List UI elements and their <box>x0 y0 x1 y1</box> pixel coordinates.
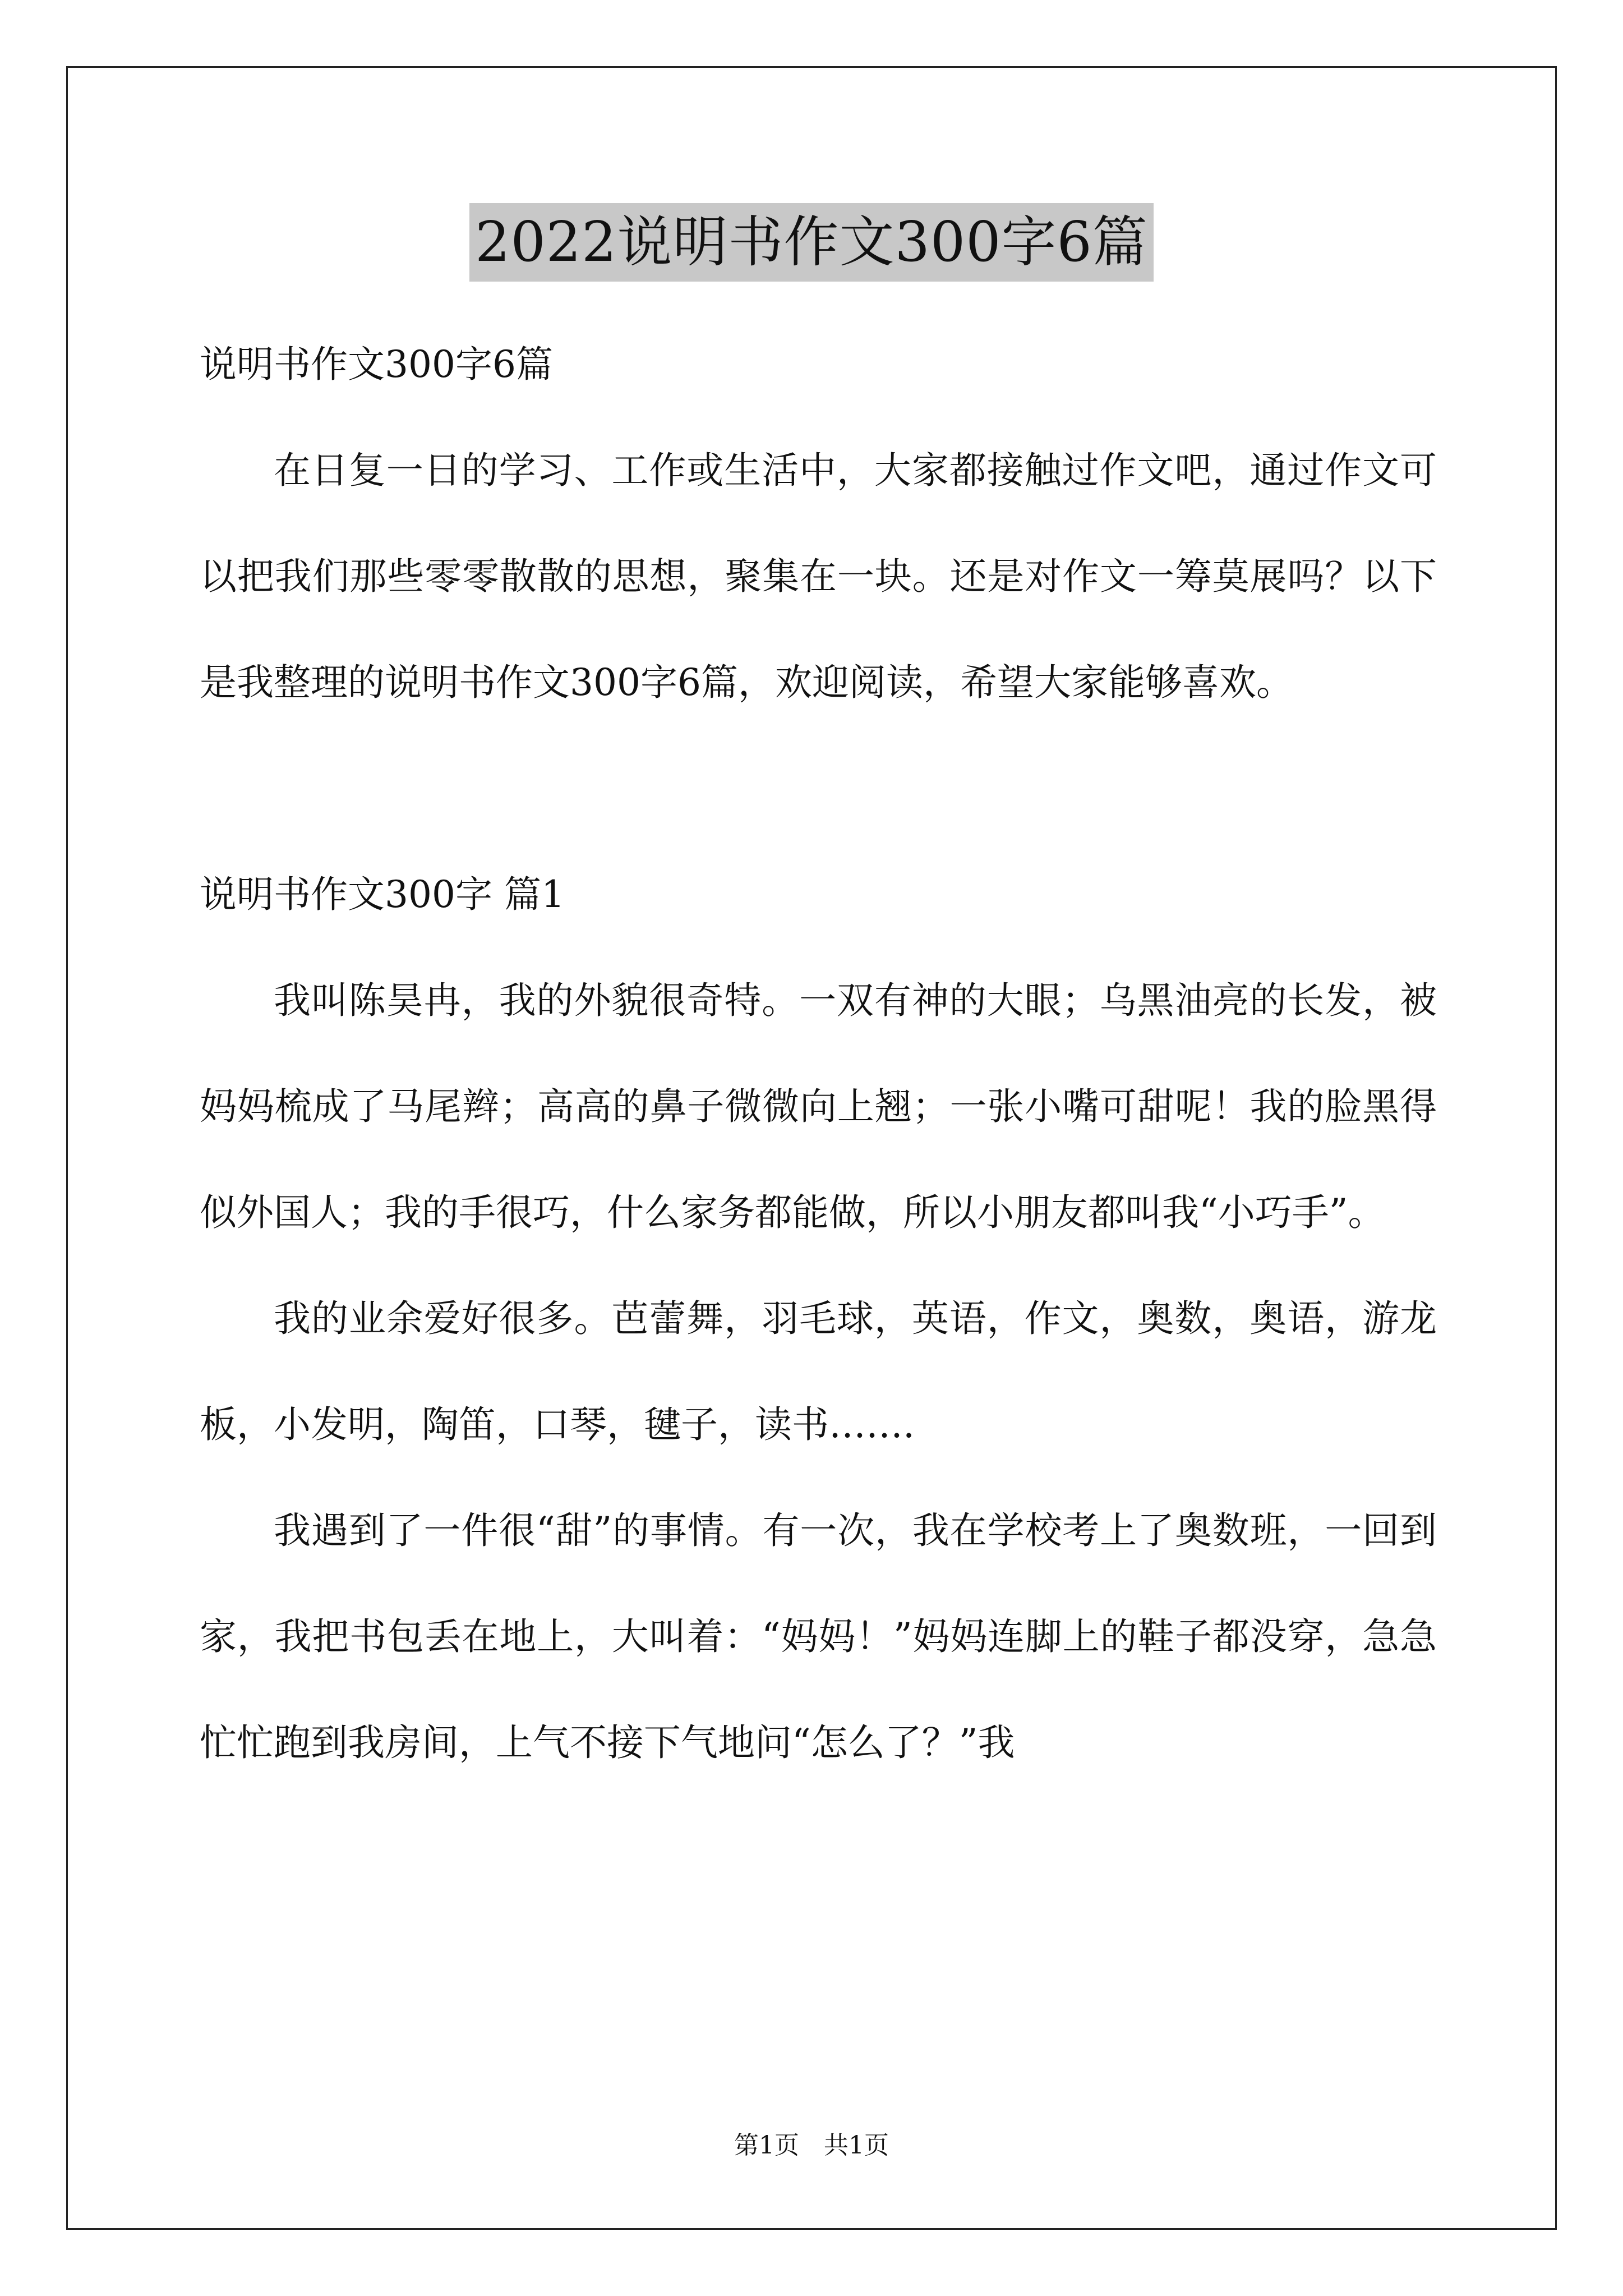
body-paragraph: 我叫陈昊冉，我的外貌很奇特。一双有神的大眼；乌黑油亮的长发，被妈妈梳成了马尾辫；高高的鼻子微微向上翘；一张小嘴可甜呢！我的脸黑得似外国人；我的手很巧，什么家务都能做，所以小朋友都叫我“小巧手”。 <box>200 979 1437 1234</box>
body-paragraph: 我的业余爱好很多。芭蕾舞，羽毛球，英语，作文，奥数，奥语，游龙板，小发明，陶笛，口琴，毽子，读书……. <box>200 1297 1437 1446</box>
document-title: 2022说明书作文300字6篇 <box>469 203 1154 282</box>
page-footer: 第1页 共1页 <box>734 2131 889 2160</box>
body-paragraph: 我遇到了一件很“甜”的事情。有一次，我在学校考上了奥数班，一回到家，我把书包丢在地上，大叫着：“妈妈！”妈妈连脚上的鞋子都没穿，急急忙忙跑到我房间，上气不接下气地问“怎么了？”我 <box>200 1509 1437 1764</box>
section-heading: 说明书作文300字 篇1 <box>200 873 565 916</box>
title-container <box>0 203 1623 282</box>
intro-paragraph: 在日复一日的学习、工作或生活中，大家都接触过作文吧，通过作文可以把我们那些零零散散的思想，聚集在一块。还是对作文一筹莫展吗？以下是我整理的说明书作文300字6篇，欢迎阅读，希望大家能够喜欢。 <box>200 449 1437 704</box>
document-body <box>200 311 1437 1796</box>
section-spacer <box>200 735 1437 841</box>
document-subtitle: 说明书作文300字6篇 <box>200 343 553 386</box>
